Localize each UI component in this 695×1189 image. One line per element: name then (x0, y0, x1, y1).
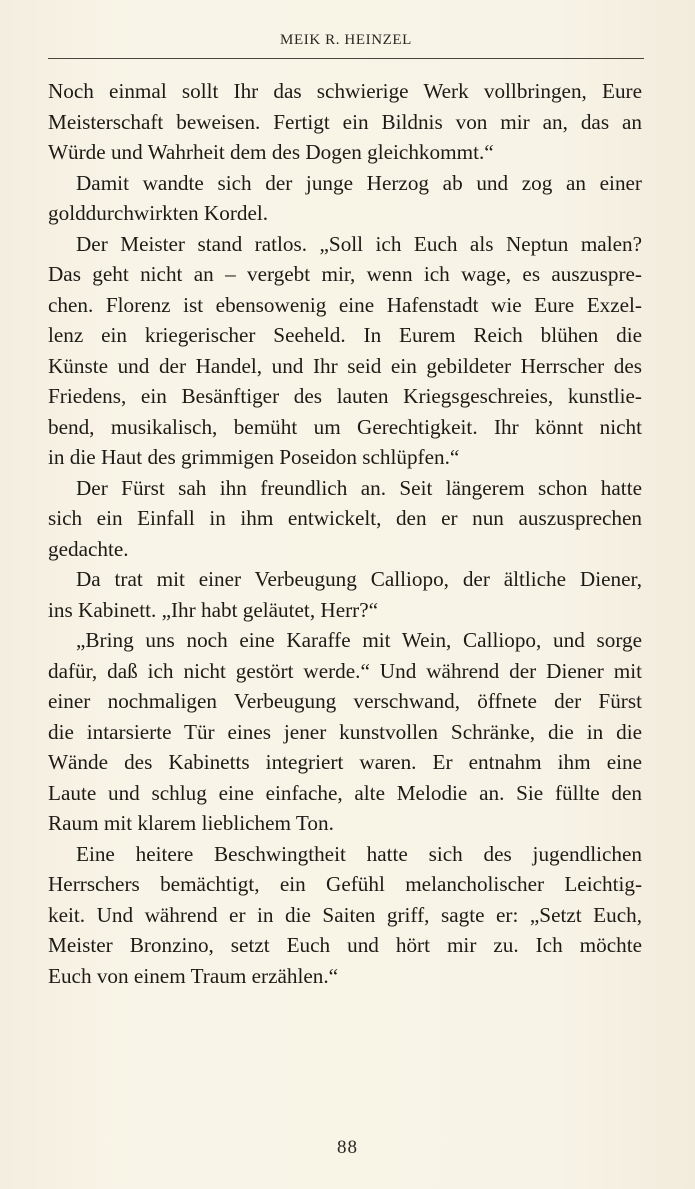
text-line: in die Haut des grimmigen Poseidon schlüpfen.“ (48, 445, 460, 469)
text-line: sich ein Einfall in ihm entwickelt, den er nun auszusprechen (48, 506, 642, 530)
text-line: Euch von einem Traum erzählen.“ (48, 963, 339, 988)
paragraph (48, 229, 642, 473)
text-line: Meister Bronzino, setzt Euch und hört mir zu. Ich möchte (48, 933, 642, 957)
text-line: Das geht nicht an – vergebt mir, wenn ich wage, es auszuspre- (48, 262, 642, 286)
text-line: lenz ein kriegerischer Seeheld. In Eurem Reich blühen die (48, 323, 642, 347)
text-line: Der Meister stand ratlos. „Soll ich Euch als Neptun malen? (76, 231, 642, 256)
text-line: Da trat mit einer Verbeugung Calliopo, der ältliche Diener, (76, 567, 642, 591)
paragraph (48, 473, 642, 565)
text-line: Raum mit klarem lieblichem Ton. (48, 811, 334, 835)
text-line: keit. Und während er in die Saiten griff, sagte er: „Setzt Euch, (48, 902, 642, 927)
text-line: golddurchwirkten Kordel. (48, 201, 269, 225)
text-line: Wände des Kabinetts integriert waren. Er entnahm ihm eine (48, 750, 642, 774)
paragraph (48, 168, 642, 229)
text-line: dafür, daß ich nicht gestört werde.“ Und während der Diener mit (48, 658, 642, 683)
text-line: Der Fürst sah ihn freundlich an. Seit längerem schon hatte (76, 475, 642, 500)
text-line: bend, musikalisch, bemüht um Gerechtigkeit. Ihr könnt nicht (48, 414, 642, 439)
running-head: MEIK R. HEINZEL (280, 32, 412, 48)
paragraph (48, 839, 642, 992)
text-line: „Bring uns noch eine Karaffe mit Wein, Calliopo, und sorge (76, 628, 642, 652)
text-line: Würde und Wahrheit dem des Dogen gleichkommt.“ (48, 140, 494, 164)
text-line: chen. Florenz ist ebensowenig eine Hafenstadt wie Eure Exzel- (48, 292, 642, 317)
text-line: Meisterschaft beweisen. Fertigt ein Bildnis von mir an, das an (48, 109, 642, 134)
text-line: einer nochmaligen Verbeugung verschwand, öffnete der Fürst (48, 689, 642, 713)
text-line: Künste und der Handel, und Ihr seid ein gebildeter Herrscher des (48, 353, 642, 378)
text-line: Damit wandte sich der junge Herzog ab und zog an einer (76, 170, 642, 195)
paragraph (48, 564, 642, 625)
paragraph (48, 625, 642, 839)
text-line: Noch einmal sollt Ihr das schwierige Werk vollbringen, Eure (48, 79, 642, 103)
text-line: die intarsierte Tür eines jener kunstvollen Schränke, die in die (48, 719, 642, 744)
text-line: Friedens, ein Besänftiger des lauten Kriegsgeschreies, kunstlie- (48, 384, 642, 408)
text-line: Laute und schlug eine einfache, alte Melodie an. Sie füllte den (48, 780, 642, 805)
text-line: gedachte. (48, 536, 129, 561)
body-text (48, 76, 642, 991)
text-line: Herrschers bemächtigt, ein Gefühl melancholischer Leichtig- (48, 872, 642, 896)
paragraph (48, 76, 642, 168)
page-header (48, 22, 644, 59)
text-line: Eine heitere Beschwingtheit hatte sich des jugendlichen (76, 841, 642, 866)
text-line: ins Kabinett. „Ihr habt geläutet, Herr?“ (48, 597, 379, 622)
page-number: 88 (337, 1137, 358, 1158)
